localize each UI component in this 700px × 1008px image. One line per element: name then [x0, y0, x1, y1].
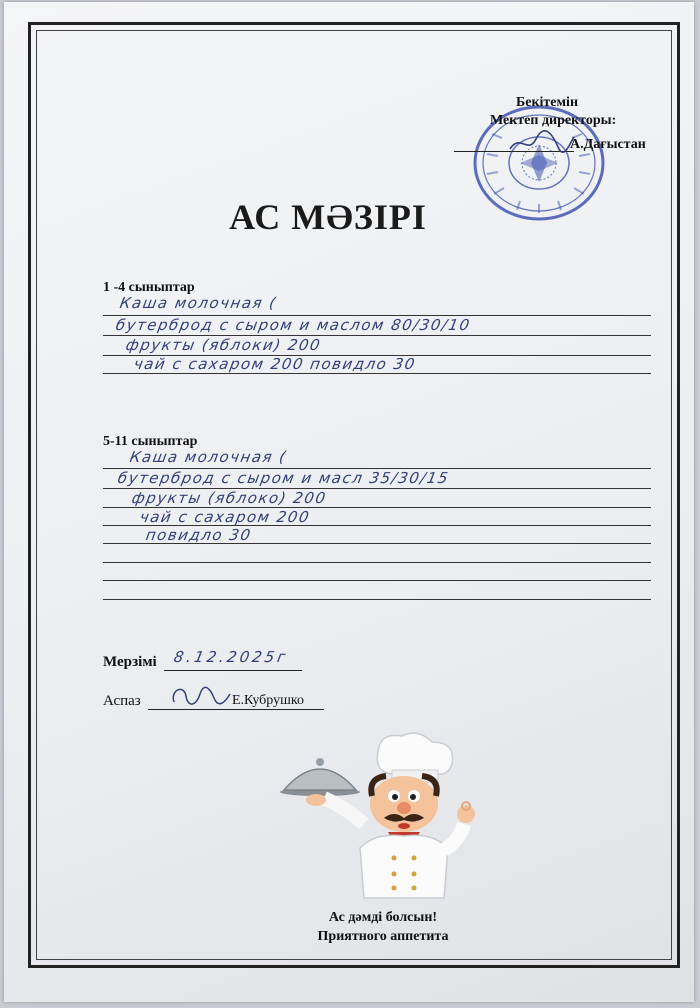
approval-position: Мектеп директоры: [490, 113, 617, 128]
footer-greeting-ru: Приятного аппетита [317, 929, 449, 944]
date-underline [164, 670, 302, 671]
cook-name: Е.Кубрушко [232, 693, 304, 708]
menu-item: чай с сахаром 200 повидло 30 [132, 355, 418, 373]
menu-item: Каша молочная ( [118, 294, 279, 312]
menu-item: повидло 30 [144, 526, 254, 544]
menu-item: фрукты (яблоко) 200 [130, 489, 329, 507]
ruled-line [103, 580, 651, 581]
cook-signature [168, 682, 232, 712]
approval-signer: А.Дағыстан [570, 137, 646, 152]
chef-illustration [276, 728, 486, 906]
date-value: 8.12.2025г [172, 648, 290, 666]
menu-item: Каша молочная ( [128, 448, 289, 466]
ruled-line [103, 599, 651, 600]
section-label-grades-1-4: 1 -4 сыныптар [103, 280, 195, 295]
approval-block [450, 95, 670, 165]
page-title: АС МӘЗІРІ [229, 197, 427, 237]
menu-item: чай с сахаром 200 [138, 508, 312, 526]
menu-item: бутерброд с сыром и маслом 80/30/10 [114, 316, 473, 334]
approval-heading: Бекітемін [516, 95, 579, 110]
director-signature [506, 129, 576, 157]
date-label: Мерзімі [103, 654, 157, 670]
section-label-grades-5-11: 5-11 сыныптар [103, 434, 198, 449]
menu-item: фрукты (яблоки) 200 [124, 336, 323, 354]
ruled-line [103, 373, 651, 374]
footer-greeting-kz: Ас дәмді болсын! [328, 910, 438, 925]
ruled-line [103, 562, 651, 563]
menu-item: бутерброд с сыром и масл 35/30/15 [116, 469, 451, 487]
cook-label: Аспаз [103, 693, 141, 709]
